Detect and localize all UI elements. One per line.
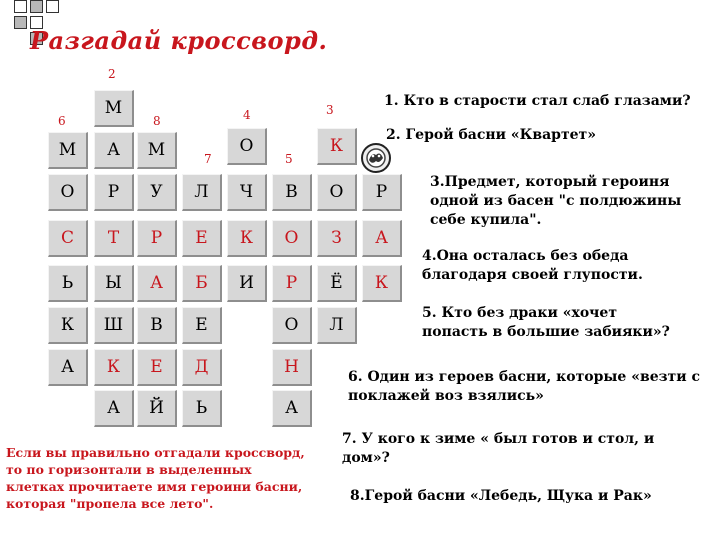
clue-number-2: 2 [108,67,116,81]
crossword-cell[interactable]: Р [362,174,402,211]
clue-number-5: 5 [285,152,293,166]
crossword-cell[interactable]: Б [182,265,222,302]
clue-7: 7. У кого к зиме « был готов и стол, и дом»? [342,431,655,466]
crossword-cell[interactable]: Л [317,307,357,344]
crossword-cell[interactable]: К [94,349,134,386]
clue-6: 6. Один из героев басни, которые «везти с поклажей воз взялись» [348,369,700,404]
highlighted-cell[interactable]: С [48,220,88,257]
highlighted-cell[interactable]: К [227,220,267,257]
crossword-cell[interactable]: В [272,174,312,211]
crossword-cell[interactable]: Ч [227,174,267,211]
clue-8: 8.Герой басни «Лебедь, Щука и Рак» [350,488,652,504]
crossword-cell[interactable]: А [48,349,88,386]
crossword-cell[interactable]: К [48,307,88,344]
highlighted-cell[interactable]: О [272,220,312,257]
decor-square [30,0,43,13]
decor-square [14,0,27,13]
clue-4: 4.Она осталась без обеда благодаря своей глупости. [422,248,643,283]
crossword-cell[interactable]: М [94,90,134,127]
crossword-cell[interactable]: А [94,390,134,427]
crossword-cell[interactable]: А [137,265,177,302]
crossword-cell[interactable]: Й [137,390,177,427]
highlighted-cell[interactable]: Р [137,220,177,257]
crossword-cell[interactable]: У [137,174,177,211]
clue-number-4: 4 [243,108,251,122]
crossword-cell[interactable]: О [317,174,357,211]
crossword-cell[interactable]: О [272,307,312,344]
crossword-cell[interactable]: Е [182,307,222,344]
crossword-cell[interactable]: А [272,390,312,427]
crossword-cell[interactable]: Ё [317,265,357,302]
clue-number-6: 6 [58,114,66,128]
clue-2: 2. Герой басни «Квартет» [386,127,596,143]
crossword-cell[interactable]: К [362,265,402,302]
emblem-icon [360,142,392,174]
decor-square [46,0,59,13]
crossword-cell[interactable]: М [137,132,177,169]
crossword-cell[interactable]: Ь [48,265,88,302]
instruction-note: Если вы правильно отгадали кроссворд, то по горизонтали в выделенных клетках прочитаете имя героини басни, которая "пропела все лето". [6,445,305,511]
crossword-cell[interactable]: О [48,174,88,211]
clue-number-3: 3 [326,103,334,117]
decor-square [14,16,27,29]
crossword-cell[interactable]: Ь [182,390,222,427]
clue-3: 3.Предмет, который героиня одной из басен "с полдюжины себе купила". [430,174,682,228]
highlighted-cell[interactable]: Е [182,220,222,257]
highlighted-cell[interactable]: Т [94,220,134,257]
crossword-cell[interactable]: А [94,132,134,169]
crossword-cell[interactable]: Е [137,349,177,386]
highlighted-cell[interactable]: А [362,220,402,257]
clue-5: 5. Кто без драки «хочет попасть в большие забияки»? [422,305,670,340]
crossword-cell[interactable]: Н [272,349,312,386]
crossword-cell[interactable]: И [227,265,267,302]
crossword-cell[interactable]: Ы [94,265,134,302]
clue-number-7: 7 [204,152,212,166]
clue-1: 1. Кто в старости стал слаб глазами? [384,93,691,109]
crossword-cell[interactable]: Р [94,174,134,211]
crossword-cell[interactable]: Ш [94,307,134,344]
crossword-cell[interactable]: К [317,128,357,165]
highlighted-cell[interactable]: З [317,220,357,257]
clue-number-8: 8 [153,114,161,128]
crossword-cell[interactable]: Л [182,174,222,211]
crossword-cell[interactable]: Д [182,349,222,386]
crossword-cell[interactable]: В [137,307,177,344]
crossword-cell[interactable]: О [227,128,267,165]
slide-title: Разгадай кроссворд. [30,26,328,55]
crossword-cell[interactable]: Р [272,265,312,302]
crossword-cell[interactable]: М [48,132,88,169]
